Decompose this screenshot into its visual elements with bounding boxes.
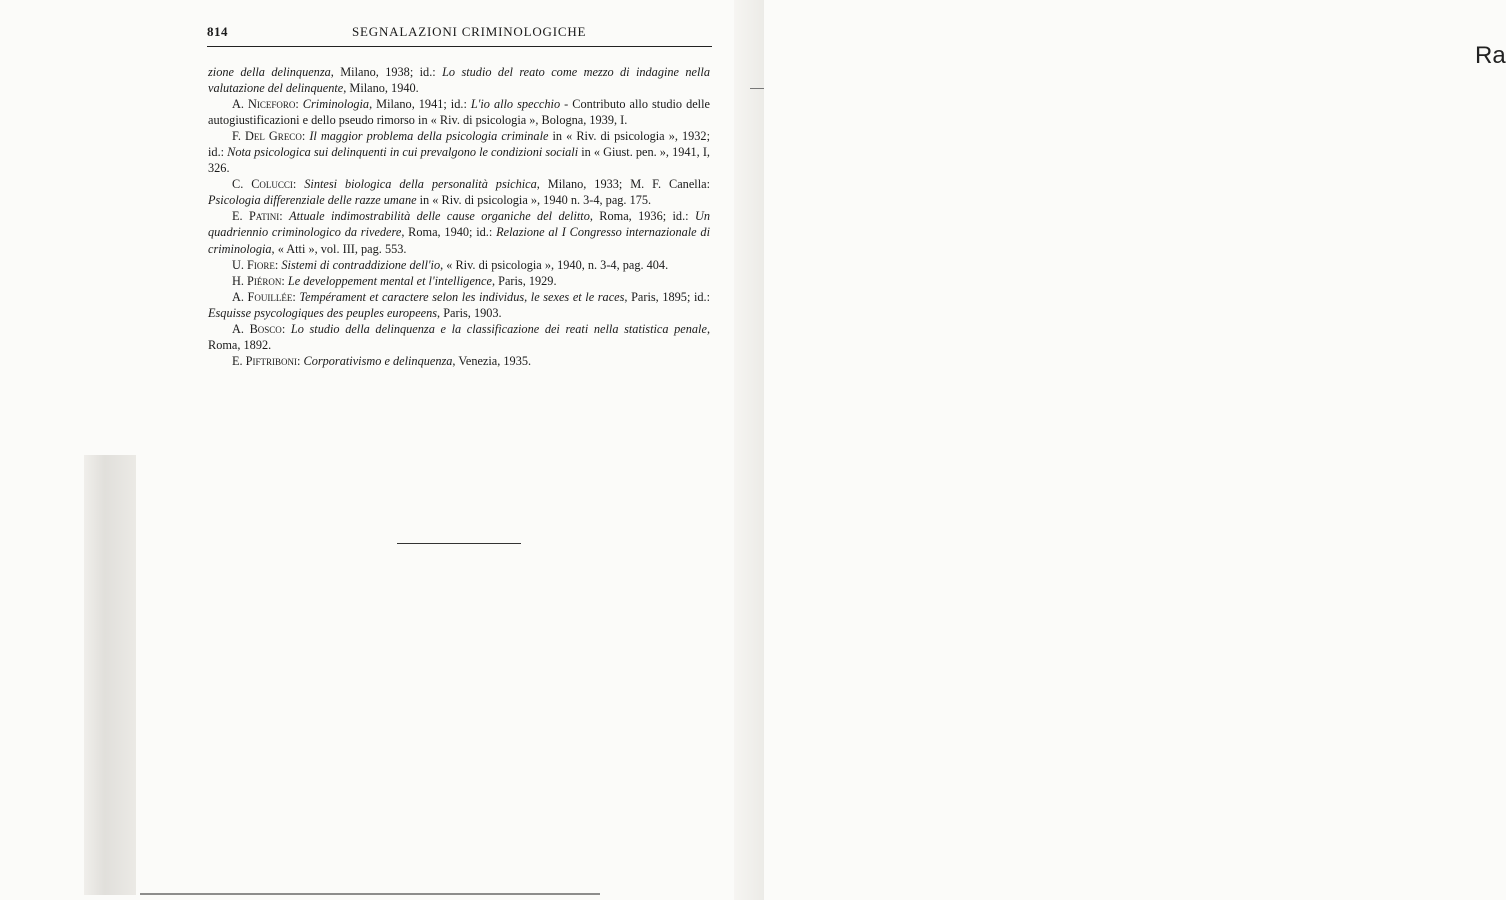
entry-text: : [281,273,288,288]
entry-text: : [297,353,304,368]
bibliography-entry [208,208,710,256]
bibliography-list [208,64,710,369]
entry-text: , Milano, 1940. [343,81,419,96]
entry-text: - Contributo allo studio delle autogiustificazioni e dello pseudo rimorso in « Riv. di psicologia », Bologna, 1939, I. [208,97,710,128]
entry-text: : [295,97,303,112]
end-rule [397,543,521,544]
entry-title: Lo studio della delinquenza e la classificazione dei reati nella statistica penale [290,321,707,336]
entry-author: C. Colucci [232,177,293,192]
entry-text: : [292,177,305,192]
entry-text: in « Giust. pen. », 1941, I, 326. [208,145,710,176]
entry-text: in « Riv. di psicologia », 1940 n. 3-4, pag. 175. [416,193,652,208]
entry-text: , Milano, 1933; M. F. Canella: [536,177,710,192]
entry-title: Attuale indimostrabilità delle cause organiche del delitto [289,209,590,224]
entry-author: A. Niceforo [232,97,296,112]
bibliography-entry [208,176,710,208]
entry-title: Le developpement mental et l'intelligence [287,273,492,288]
entry-text: , « Atti », vol. III, pag. 553. [271,241,407,256]
entry-text: , Milano, 1941; id.: [369,97,471,112]
running-title: SEGNALAZIONI CRIMINOLOGICHE [352,24,587,39]
bibliography-entry [208,128,710,176]
entry-author: U. Fiore [232,257,275,272]
scan-bottom-line [140,893,600,895]
entry-title: Nota psicologica sui delinquenti in cui prevalgono le condizioni sociali [227,145,579,160]
entry-text: , Milano, 1938; id.: [330,65,443,79]
entry-author: F. Del Greco [232,129,302,144]
entry-text: : [292,289,300,304]
entry-title: Lo studio del reato come mezzo di indagine nella valutazione del delinquente [208,65,710,96]
entry-author: E. Piftriboni [232,353,297,368]
entry-title: Sintesi biologica della personalità psichica [304,177,537,192]
adjacent-page-text: Ra [1475,42,1506,69]
entry-text: , Venezia, 1935. [452,353,532,368]
entry-author: A. Fouillée [232,289,293,304]
bibliography-entry [208,64,710,96]
left-margin-scan-shadow [84,455,136,895]
entry-title: Relazione al I Congresso internazionale di criminologia [208,225,710,256]
entry-author: A. Bosco [232,321,282,336]
bibliography-entry [208,96,710,128]
entry-text: : [279,209,290,224]
entry-title: zione della delinquenza [208,65,331,79]
entry-text: , Roma, 1936; id.: [589,209,695,224]
entry-text: : [281,321,291,336]
page-number: 814 [207,24,228,39]
entry-title: L'io allo specchio [470,97,561,112]
entry-text: , Paris, 1895; id.: [624,289,711,304]
entry-author: H. Piéron [232,273,282,288]
entry-title: Corporativismo e delinquenza [303,353,453,368]
bibliography-entry [208,289,710,321]
entry-title: Sistemi di contraddizione dell'io [281,257,441,272]
entry-text: : [274,257,282,272]
bibliography-entry [208,353,710,369]
bibliography-entry [208,321,710,353]
bibliography-entry [208,273,710,289]
entry-title: Il maggior problema della psicologia criminale [309,129,549,144]
entry-title: Criminologia [302,97,370,112]
entry-text: , Roma, 1892. [208,321,711,352]
entry-title: Psicologia differenziale delle razze umane [208,193,417,208]
adjacent-page-edge [734,0,1506,900]
entry-text: , Roma, 1940; id.: [401,225,497,240]
adjacent-page-mark [750,88,764,89]
entry-title: Esquisse psycologiques des peuples europeens [208,305,438,320]
entry-text: : [301,129,310,144]
entry-text: , Paris, 1903. [437,305,502,320]
bibliography-entry [208,257,710,273]
entry-text: , « Riv. di psicologia », 1940, n. 3-4, pag. 404. [440,257,669,272]
entry-text: in « Riv. di psicologia », 1932; id.: [208,129,710,160]
entry-author: E. Patini [232,209,280,224]
entry-title: Un quadriennio criminologico da rivedere [208,209,710,240]
page-header [207,24,712,47]
entry-title: Tempérament et caractere selon les individus, le sexes et le races [299,289,625,304]
entry-text: , Paris, 1929. [491,273,557,288]
